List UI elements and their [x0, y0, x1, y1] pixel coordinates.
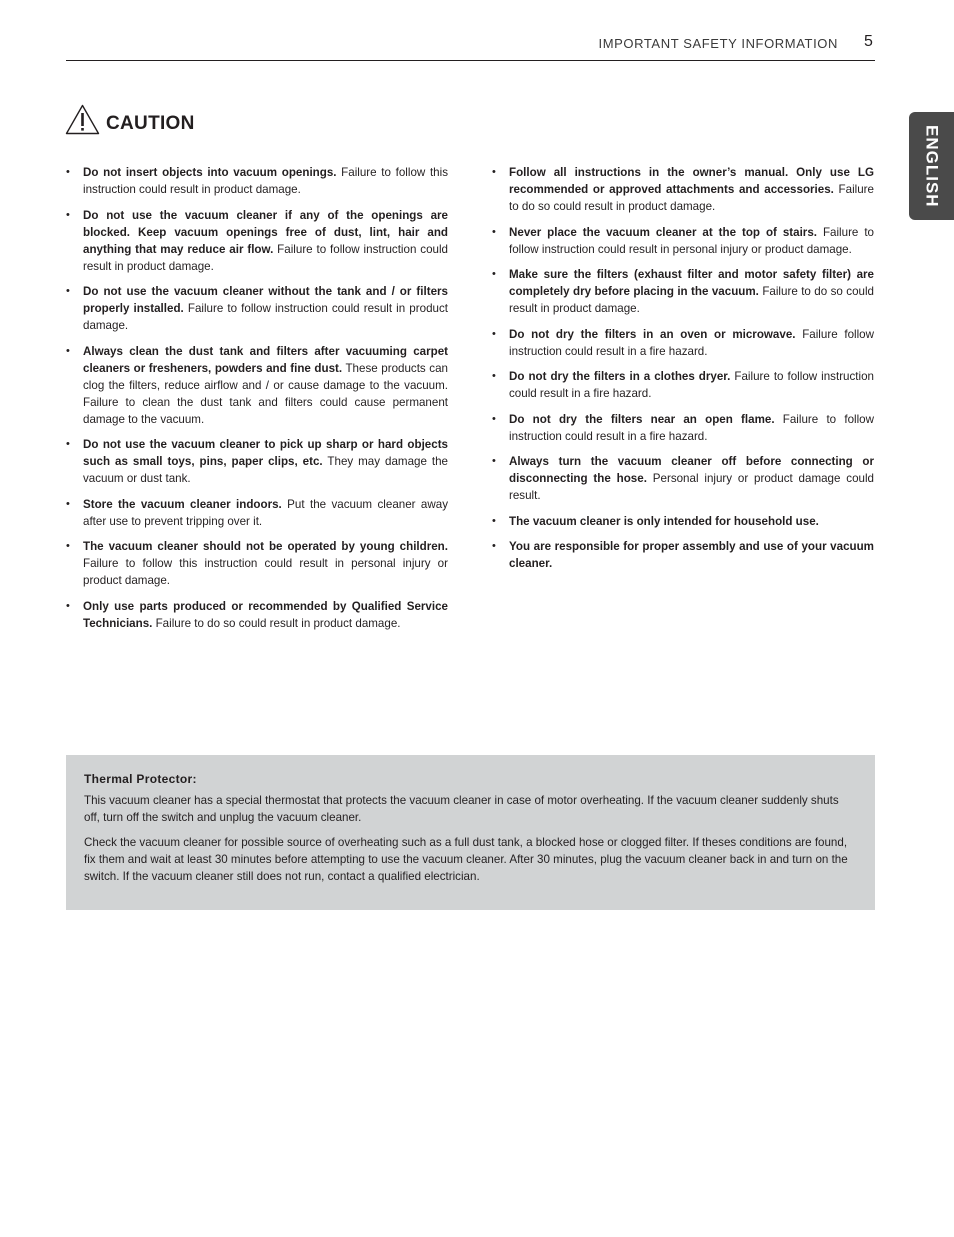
header-divider — [66, 60, 875, 61]
safety-item-text: These products can clog the filters, reduce airflow and / or cause damage to the vacuum. Failure to clean the dust tank and filters could cause permanent damage to the vacuum. — [83, 361, 448, 426]
safety-list-item — [492, 538, 874, 572]
right-safety-list — [492, 164, 874, 572]
safety-item-text: Failure to do so could result in product damage. — [509, 285, 874, 315]
safety-item-text: Failure to do so could result in product damage. — [509, 183, 874, 213]
safety-item-text: Failure to follow this instruction could result in product damage. — [83, 166, 448, 196]
safety-list-item — [492, 411, 874, 445]
safety-item-bold: Store the vacuum cleaner indoors. — [83, 497, 282, 511]
safety-list-item — [66, 538, 448, 589]
safety-item-text: Personal injury or product damage could result. — [509, 472, 874, 502]
safety-list-item — [492, 164, 874, 215]
safety-list-item — [492, 368, 874, 402]
safety-item-bold: Do not dry the filters in a clothes dryer. — [509, 370, 731, 383]
thermal-protector-title: Thermal Protector: — [84, 772, 197, 786]
safety-list-item — [492, 513, 874, 530]
left-safety-list — [66, 164, 448, 632]
language-tab-label: ENGLISH — [922, 124, 942, 208]
safety-item-bold: You are responsible for proper assembly and use of your vacuum cleaner. — [509, 540, 874, 570]
safety-item-bold: Do not insert objects into vacuum openings. — [83, 166, 337, 179]
right-column — [492, 164, 874, 581]
safety-item-bold: Do not dry the filters near an open flame. — [509, 412, 775, 426]
safety-item-bold: Only use parts produced or recommended by Qualified Service Technicians. — [83, 599, 448, 630]
safety-item-bold: The vacuum cleaner is only intended for household use. — [509, 514, 819, 528]
safety-list-item — [492, 326, 874, 360]
safety-item-bold: Do not dry the filters in an oven or microwave. — [509, 327, 796, 341]
caution-heading — [65, 103, 195, 135]
safety-list-item — [66, 598, 448, 632]
warning-triangle-icon — [65, 104, 100, 135]
safety-list-item — [492, 224, 874, 258]
safety-item-bold: Do not use the vacuum cleaner if any of the openings are blocked. Keep vacuum openings free of dust, lint, hair and anything that may reduce air flow. — [83, 208, 448, 256]
thermal-protector-paragraph: This vacuum cleaner has a special thermostat that protects the vacuum cleaner in case of motor overheating. If the vacuum cleaner suddenly shuts off, turn off the switch and unplug the vacuum cleaner. — [84, 794, 839, 824]
thermal-protector-box — [66, 755, 875, 910]
safety-item-text: Failure to follow instruction could result in product damage. — [83, 242, 448, 273]
safety-item-bold: The vacuum cleaner should not be operated by young children. — [83, 540, 448, 553]
safety-list-item — [66, 164, 448, 198]
safety-item-text: Failure to follow instruction could result in personal injury or product damage. — [509, 225, 874, 256]
safety-item-bold: Follow all instructions in the owner’s manual. Only use LG recommended or approved attachments and accessories. — [509, 166, 874, 196]
caution-label: CAUTION — [106, 113, 195, 134]
safety-item-text: Put the vacuum cleaner away after use to prevent tripping over it. — [83, 497, 448, 528]
safety-list-item — [66, 496, 448, 530]
safety-item-bold: Always turn the vacuum cleaner off before connecting or disconnecting the hose. — [509, 455, 874, 485]
safety-item-text: Failure to follow instruction could result in product damage. — [83, 302, 448, 332]
thermal-protector-paragraph: Check the vacuum cleaner for possible source of overheating such as a full dust tank, a blocked hose or clogged filter. If theses conditions are found, fix them and wait at least 30 minutes before attempting to use the vacuum cleaner. After 30 minutes, plug the vacuum cleaner back in and turn on the switch. If the vacuum cleaner still does not run, contact a qualified electrician. — [84, 836, 848, 883]
safety-list-item — [66, 283, 448, 334]
safety-item-text: Failure follow instruction could result in a fire hazard. — [509, 327, 874, 358]
safety-item-bold: Never place the vacuum cleaner at the top of stairs. — [509, 225, 817, 239]
left-column — [66, 164, 448, 640]
safety-item-bold: Do not use the vacuum cleaner to pick up sharp or hard objects such as small toys, pins, paper clips, etc. — [83, 438, 448, 468]
safety-item-text: Failure to do so could result in product damage. — [152, 616, 401, 630]
safety-list-item — [492, 453, 874, 504]
safety-list-item — [66, 436, 448, 487]
page-number: 5 — [864, 33, 873, 50]
safety-item-bold: Do not use the vacuum cleaner without the tank and / or filters properly installed. — [83, 285, 448, 315]
safety-item-bold: Make sure the filters (exhaust filter and motor safety filter) are completely dry before placing in the vacuum. — [509, 268, 874, 298]
safety-item-text: Failure to follow instruction could result in a fire hazard. — [509, 370, 874, 400]
safety-item-text: Failure to follow instruction could result in a fire hazard. — [509, 412, 874, 443]
language-tab — [909, 112, 954, 220]
safety-list-item — [66, 343, 448, 428]
safety-item-bold: Always clean the dust tank and filters after vacuuming carpet cleaners or fresheners, powders and fine dust. — [83, 344, 448, 375]
safety-item-text: They may damage the vacuum or dust tank. — [83, 455, 448, 485]
section-title: IMPORTANT SAFETY INFORMATION — [598, 36, 838, 51]
safety-list-item — [492, 266, 874, 317]
safety-list-item — [66, 207, 448, 275]
safety-item-text: Failure to follow this instruction could result in personal injury or product damage. — [83, 557, 448, 587]
